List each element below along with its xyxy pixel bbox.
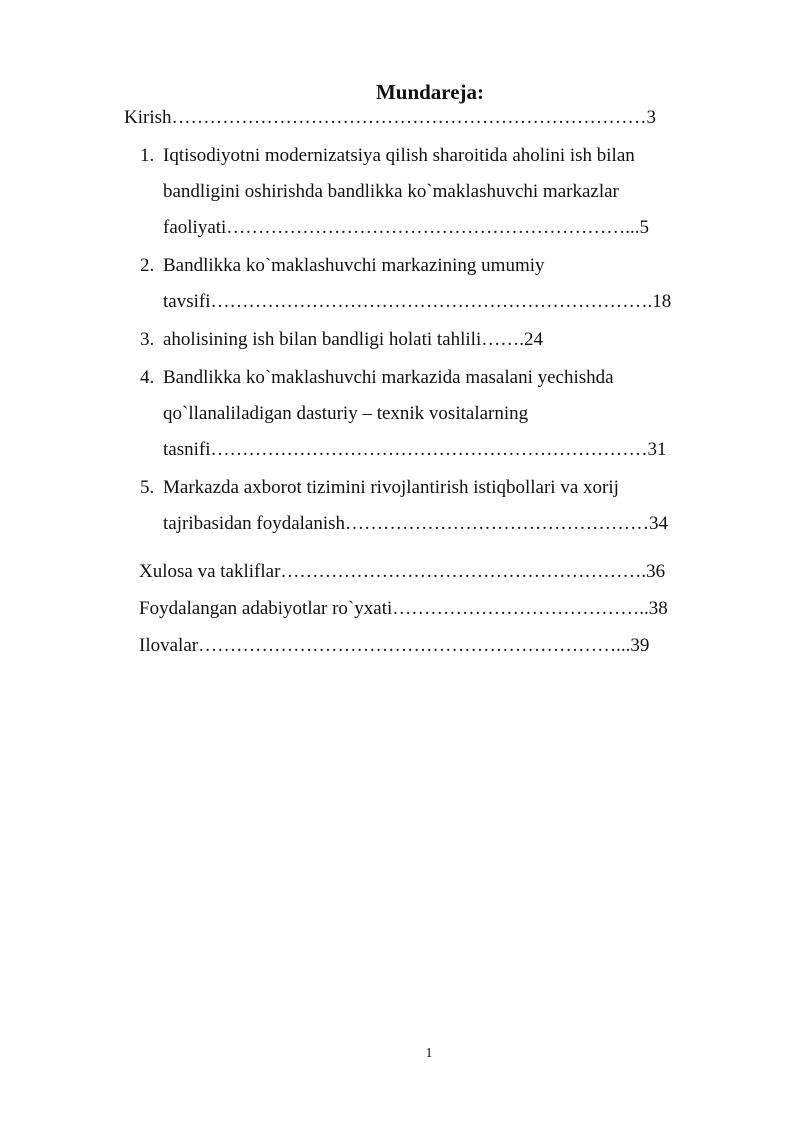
toc-item-line: Iqtisodiyotni modernizatsiya qilish sharoitida aholini ish bilan (163, 145, 635, 166)
toc-item-number: 1. (140, 145, 155, 166)
page-number: 1 (425, 1046, 433, 1061)
toc-item-line: faoliyati………………………………………………………...5 (163, 217, 650, 238)
toc-entry-conclusion: Xulosa va takliflar………………………………………………….36 (139, 561, 666, 582)
toc-item-line: Markazda axborot tizimini rivojlantirish istiqbollari va xorij (163, 477, 619, 498)
toc-item-line: qo`llanaliladigan dasturiy – texnik vositalarning (163, 403, 529, 424)
toc-item-number: 5. (140, 477, 155, 498)
toc-entry-intro: Kirish…………………………………………………………………3 (124, 107, 656, 128)
toc-item-line: tavsifi…………………………………………………………….18 (163, 291, 672, 312)
toc-item-line: Bandlikka ko`maklashuvchi markazida masalani yechishda (163, 367, 614, 388)
toc-item-number: 4. (140, 367, 155, 388)
toc-item-line: Bandlikka ko`maklashuvchi markazining umumiy (163, 255, 545, 276)
toc-item-number: 2. (140, 255, 155, 276)
toc-title: Mundareja: (375, 80, 485, 104)
toc-entry-appendix: Ilovalar…………………………………………………………...39 (139, 635, 650, 656)
toc-item-line: tasnifi……………………………………………………………31 (163, 439, 667, 460)
toc-entry-references: Foydalangan adabiyotlar ro`yxati…………………………………..38 (139, 598, 668, 619)
toc-item-number: 3. (140, 329, 155, 350)
toc-item-line: tajribasidan foydalanish…………………………………………34 (163, 513, 669, 534)
toc-item-line: bandligini oshirishda bandlikka ko`maklashuvchi markazlar (163, 181, 619, 202)
toc-item-line: aholisining ish bilan bandligi holati tahlili…….24 (163, 329, 543, 350)
